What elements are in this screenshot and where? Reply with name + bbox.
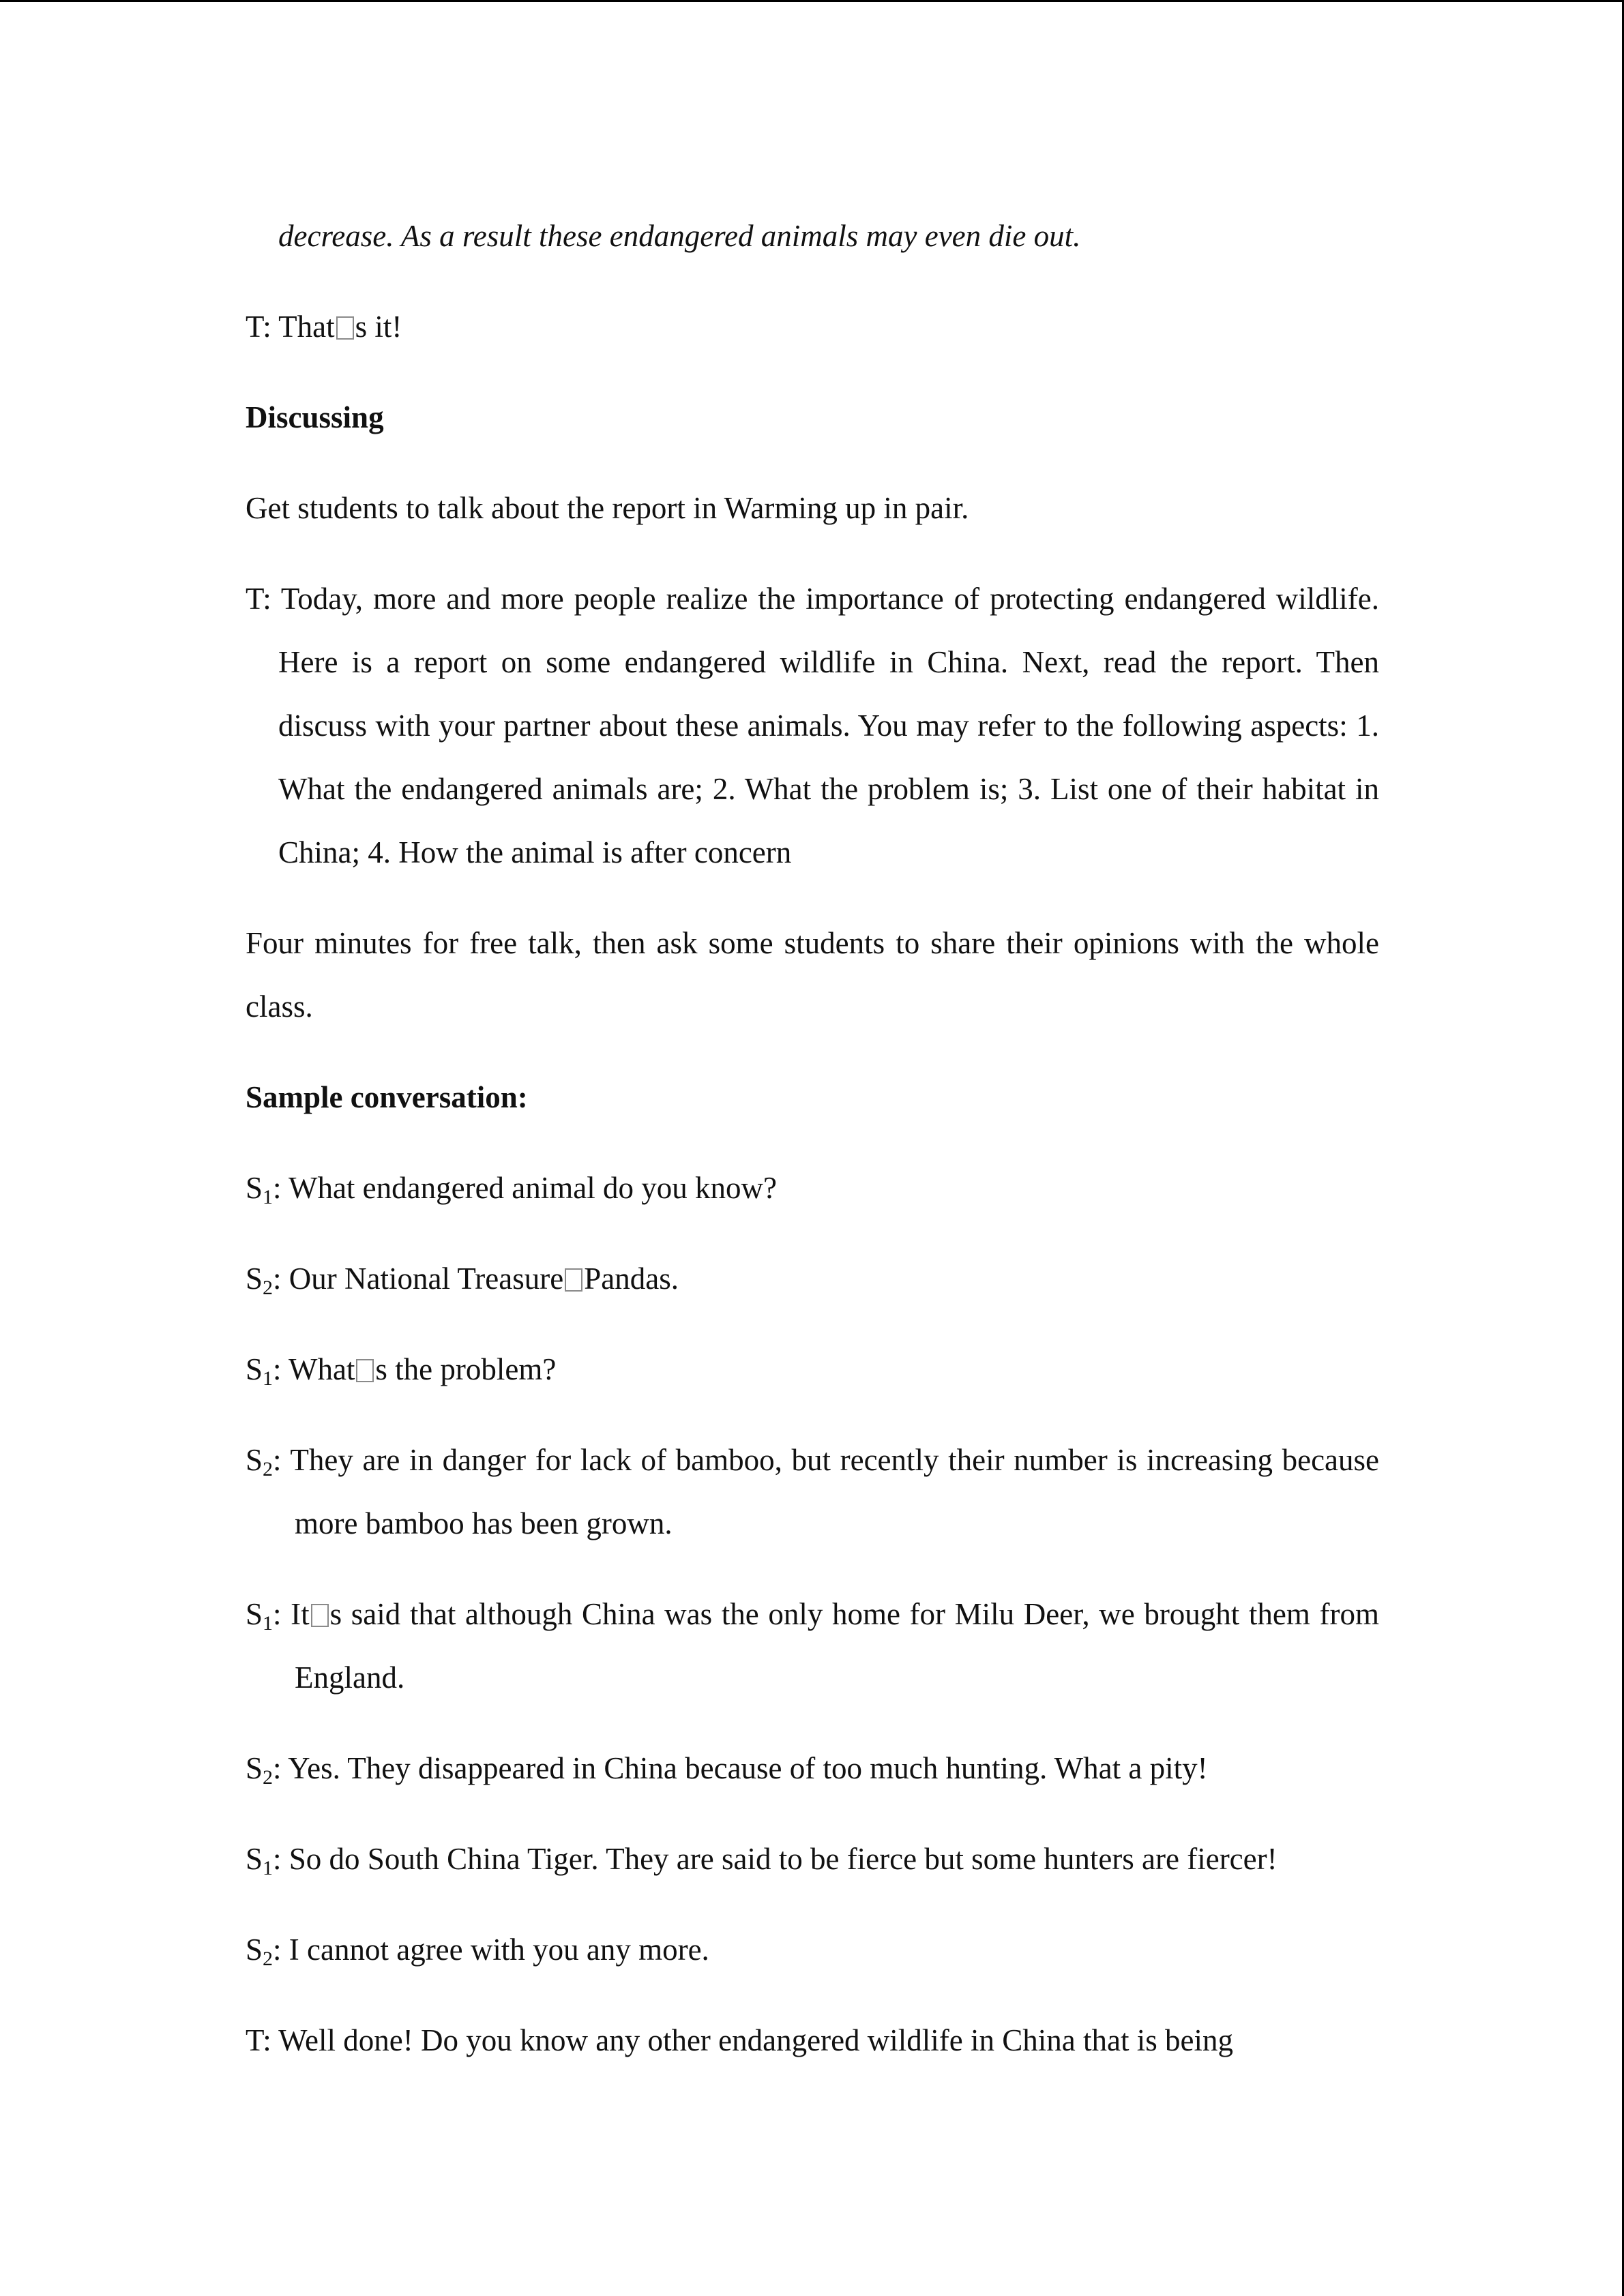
conversation-line-1: $S_1$: What endangered animal do you know?: [246, 1171, 777, 1208]
conversation-line-4: $S_2$: They are in danger for lack of bamboo, but recently their number is increasing because more bamboo has been grown.: [246, 1443, 1379, 1540]
conversation-line-5: $S_1$: It s said that although China was the only home for Milu Deer, we brought them from England.: [246, 1597, 1379, 1695]
conversation-line-7: $S_1$: So do South China Tiger. They are said to be fierce but some hunters are fiercer!: [246, 1842, 1278, 1879]
missing-glyph-box: [311, 1604, 329, 1627]
heading-discussing: Discussing: [246, 400, 384, 434]
conversation-line-2: $S_2$: Our National Treasure Pandas.: [246, 1262, 679, 1299]
conversation-line-3: $S_1$: What s the problem?: [246, 1352, 557, 1390]
conversation-line-8: $S_2$: I cannot agree with you any more.: [246, 1933, 709, 1970]
missing-glyph-box: [336, 316, 354, 340]
instruction-paragraph: Get students to talk about the report in Warming up in pair.: [246, 491, 969, 525]
missing-glyph-box: [356, 1359, 374, 1382]
teacher-line-thats-it: T: That s it!: [246, 310, 402, 344]
conversation-line-6: $S_2$: Yes. They disappeared in China because of too much hunting. What a pity!: [246, 1751, 1208, 1789]
missing-glyph-box: [565, 1268, 582, 1292]
teacher-instructions: T: Today, more and more people realize the importance of protecting endangered wildlife. Here is a report on some endangered wildlife in China. Next, read the report. Then discuss with your partner about these animals. You may refer to the following aspects: 1. What the endangered animals are; 2. What the problem is; 3. List one of their habitat in China; 4. How the animal is after concern: [246, 582, 1379, 869]
free-talk-paragraph: Four minutes for free talk, then ask some students to share their opinions with the whole class.: [246, 926, 1379, 1024]
teacher-final-line: T: Well done! Do you know any other endangered wildlife in China that is being: [246, 2023, 1233, 2057]
paragraph-continuation: decrease. As a result these endangered animals may even die out.: [278, 219, 1081, 253]
document-body: [246, 205, 1379, 2072]
page-border-top: [0, 0, 1624, 2]
heading-sample-conversation: Sample conversation:: [246, 1080, 528, 1114]
